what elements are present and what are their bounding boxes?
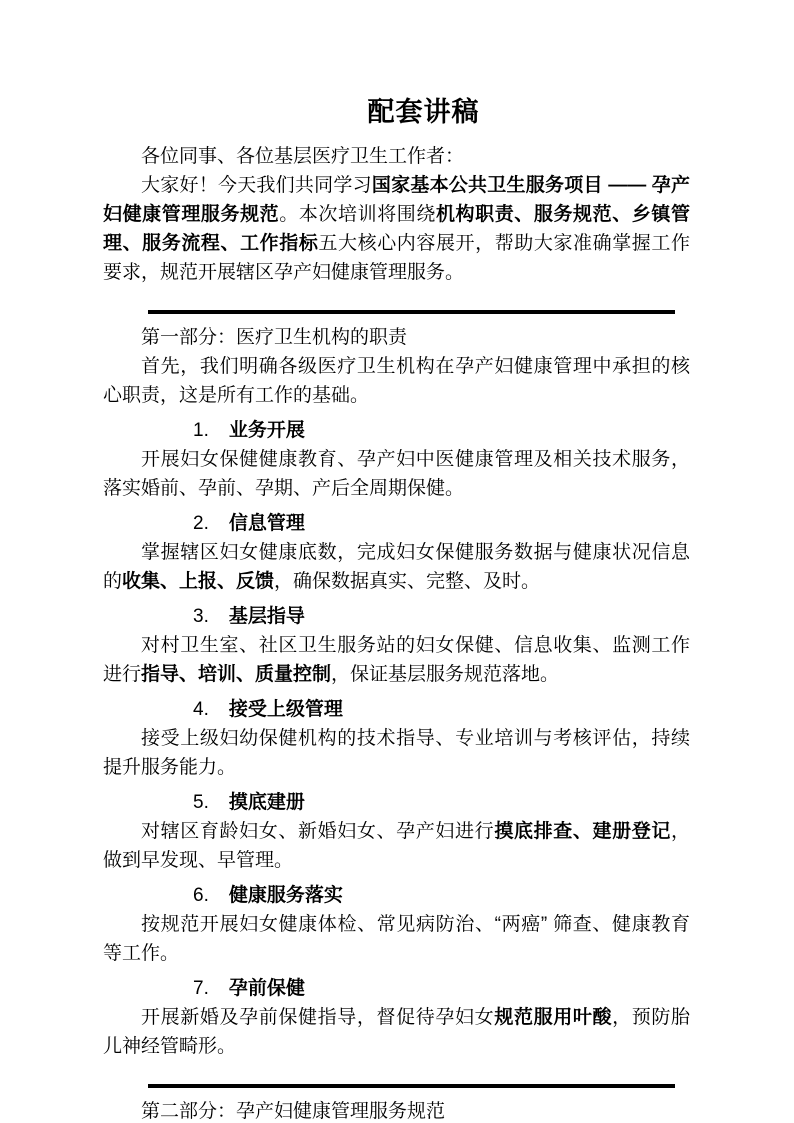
- text-run-bold: 规范服用叶酸: [494, 1007, 613, 1028]
- list-item-7-heading: [103, 974, 690, 1003]
- text-run: 开展妇女保健健康教育、孕产妇中医健康管理及相关技术服务，落实婚前、孕前、孕期、产后全周期保健。: [103, 449, 690, 499]
- text-run: 。本次培训将围绕: [279, 204, 436, 225]
- text-run: 开展新婚及孕前保健指导，督促待孕妇女: [141, 1007, 495, 1028]
- item-number: 7.: [193, 978, 209, 999]
- section-divider: [148, 1084, 675, 1088]
- text-run: ，做到早发现、早管理。: [103, 821, 690, 871]
- item-title: 信息管理: [228, 513, 305, 534]
- section2-heading: 第二部分：孕产妇健康管理服务规范: [141, 1101, 446, 1122]
- list-item-2-heading: [103, 509, 690, 538]
- list-item-1-body: [103, 445, 690, 503]
- item-number: 3.: [193, 606, 209, 627]
- list-item-5-heading: [103, 788, 690, 817]
- item-number: 2.: [193, 513, 209, 534]
- greeting-paragraph: 各位同事、各位基层医疗卫生工作者：: [141, 146, 465, 167]
- list-item-4-body: [103, 724, 690, 782]
- text-run: ，确保数据真实、完整、及时。: [274, 571, 541, 592]
- list-item-6-body: [103, 910, 690, 968]
- list-item-2-body: [103, 538, 690, 596]
- item-title: 健康服务落实: [228, 885, 343, 906]
- text-run: 按规范开展妇女健康体检、常见病防治、“两癌” 筛查、健康教育等工作。: [103, 914, 690, 964]
- section1-lead-paragraph: 首先，我们明确各级医疗卫生机构在孕产妇健康管理中承担的核心职责，这是所有工作的基础。: [103, 356, 690, 406]
- list-item-1-heading: [103, 416, 690, 445]
- text-run-bold: 指导、培训、质量控制: [141, 664, 332, 685]
- text-run-bold: 摸底排查、建册登记: [494, 821, 671, 842]
- text-run-bold: 机构职责、服务规范、乡镇管理、服务流程、工作指标: [103, 204, 690, 254]
- section1-heading: 第一部分：医疗卫生机构的职责: [141, 327, 408, 348]
- document-title: 配套讲稿: [367, 97, 480, 127]
- text-run-bold: 国家基本公共卫生服务项目 —— 孕产妇健康管理服务规范: [103, 175, 690, 225]
- text-run: 对村卫生室、社区卫生服务站的妇女保健、信息收集、监测工作进行: [103, 635, 690, 685]
- list-item-5-body: [103, 817, 690, 875]
- text-run: 五大核心内容展开，帮助大家准确掌握工作要求，规范开展辖区孕产妇健康管理服务。: [103, 233, 690, 283]
- item-title: 业务开展: [228, 420, 305, 441]
- document-content: [103, 92, 690, 1123]
- list-item-3-body: [103, 631, 690, 689]
- text-run: ，预防胎儿神经管畸形。: [103, 1007, 690, 1057]
- section-divider: [148, 310, 675, 314]
- text-run: 接受上级妇幼保健机构的技术指导、专业培训与考核评估，持续提升服务能力。: [103, 728, 690, 778]
- text-run: 对辖区育龄妇女、新婚妇女、孕产妇进行: [141, 821, 495, 842]
- list-item-6-heading: [103, 881, 690, 910]
- text-run: ，保证基层服务规范落地。: [331, 664, 560, 685]
- item-title: 孕前保健: [228, 978, 305, 999]
- item-number: 1.: [193, 420, 209, 441]
- item-number: 5.: [193, 792, 209, 813]
- list-item-4-heading: [103, 695, 690, 724]
- item-title: 基层指导: [228, 606, 305, 627]
- item-title: 接受上级管理: [228, 699, 343, 720]
- list-item-7-body: [103, 1003, 690, 1061]
- intro-paragraph: [103, 171, 690, 287]
- list-item-3-heading: [103, 602, 690, 631]
- item-number: 6.: [193, 885, 209, 906]
- item-number: 4.: [193, 699, 209, 720]
- text-run-bold: 收集、上报、反馈: [122, 571, 275, 592]
- text-run: 掌握辖区妇女健康底数，完成妇女保健服务数据与健康状况信息的: [103, 542, 690, 592]
- item-title: 摸底建册: [228, 792, 305, 813]
- text-run: 大家好！今天我们共同学习: [141, 175, 372, 196]
